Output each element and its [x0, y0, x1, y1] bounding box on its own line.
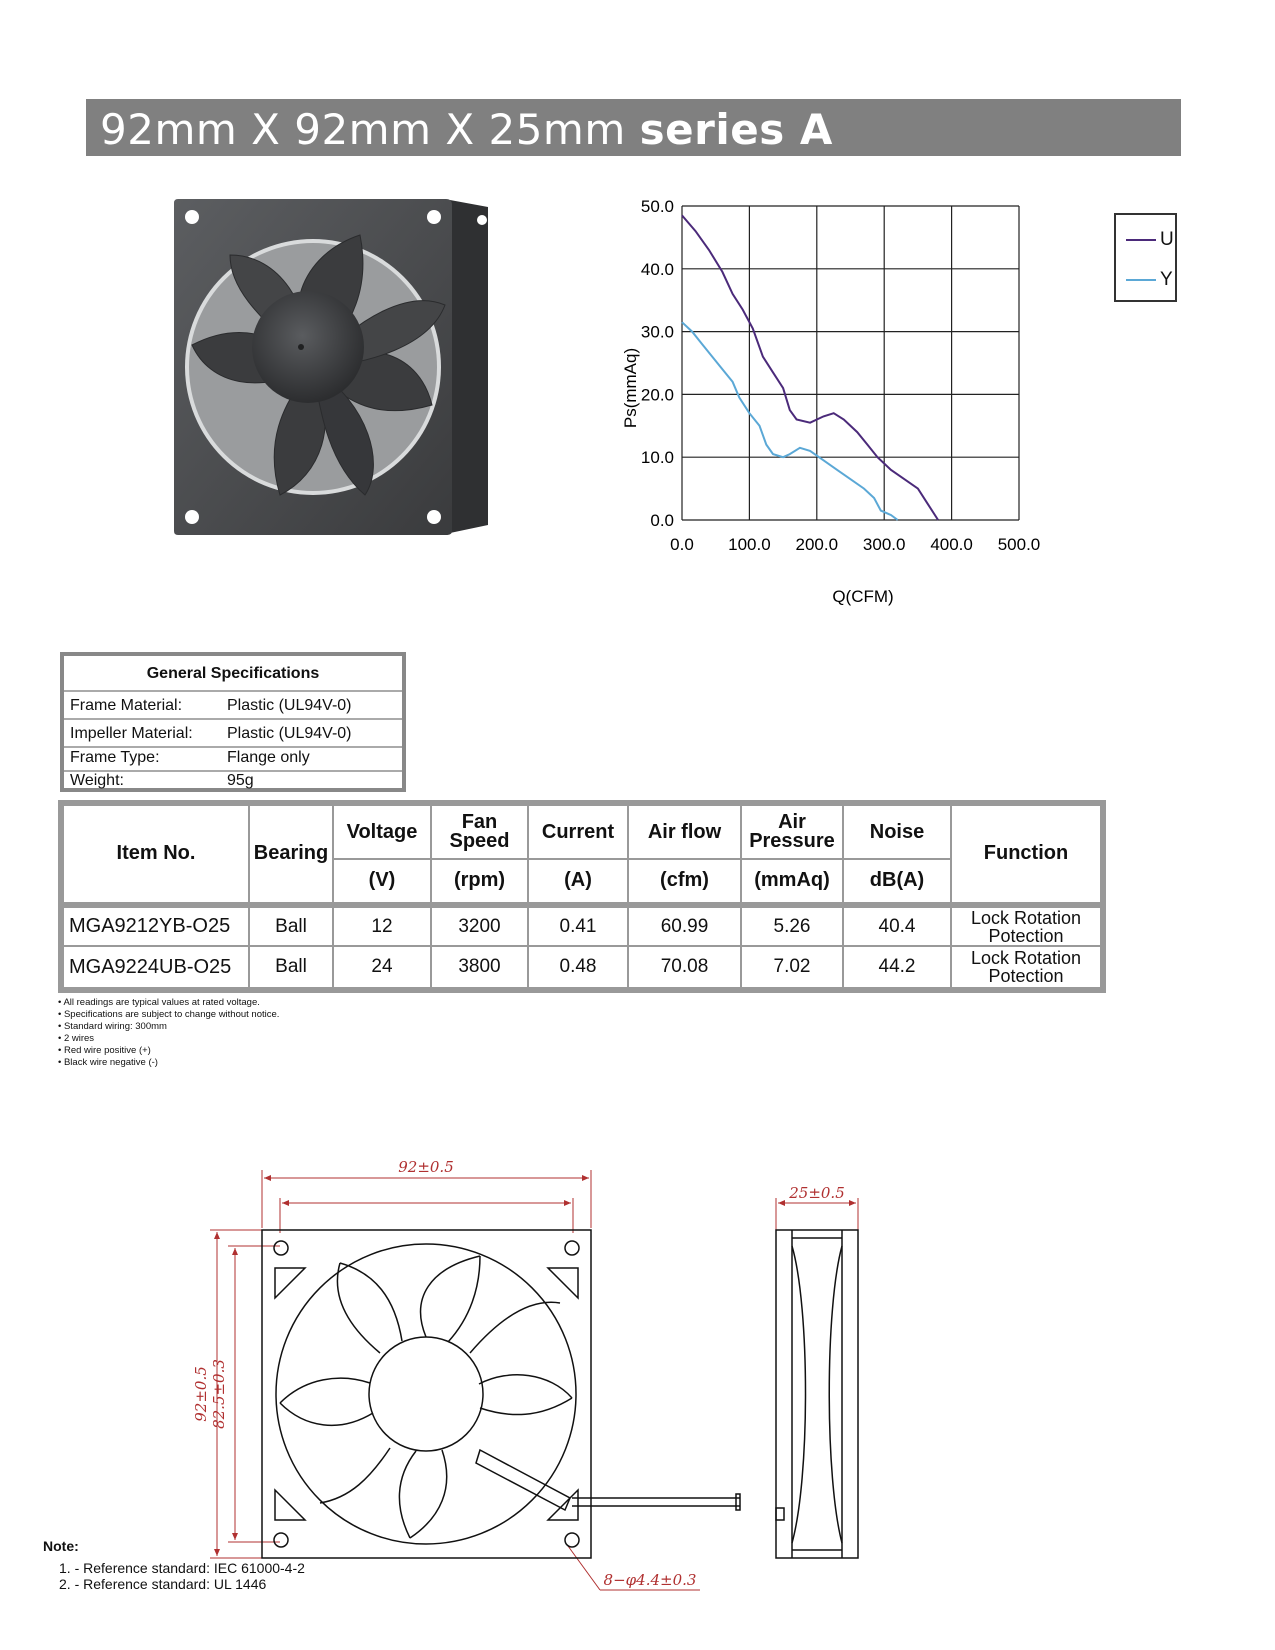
legend-swatch-u	[1126, 239, 1156, 241]
cell-item: MGA9212YB-O25	[63, 905, 249, 947]
note-item: 1. - Reference standard: IEC 61000-4-2	[59, 1560, 305, 1576]
unit-fan-speed: (rpm)	[431, 859, 528, 905]
unit-pressure: (mmAq)	[741, 859, 843, 905]
y-tick-label: 40.0	[640, 259, 674, 279]
general-specifications-table	[60, 652, 406, 792]
y-tick-label: 20.0	[640, 385, 674, 405]
table-row	[63, 946, 1101, 988]
spec-row-weight	[64, 769, 402, 793]
y-tick-label: 50.0	[640, 197, 674, 216]
y-axis-label: Ps(mmAq)	[621, 347, 640, 429]
legend-item-u	[1126, 230, 1174, 250]
col-header-voltage: Voltage	[333, 805, 431, 859]
title-bar	[86, 99, 1181, 156]
notes	[43, 1538, 305, 1592]
spec-value: Flange only	[227, 749, 310, 766]
pressure-flow-chart	[600, 190, 1080, 610]
dim-width: 92±0.5	[398, 1158, 454, 1176]
spec-label: Weight:	[70, 772, 124, 789]
fan-photo	[170, 195, 495, 540]
spec-row-impeller-material	[64, 722, 402, 748]
unit-current: (A)	[528, 859, 628, 905]
x-tick-label: 500.0	[997, 535, 1041, 554]
dimension-drawing	[180, 1158, 880, 1589]
title-series: series A	[639, 105, 833, 154]
chart-grid	[682, 206, 1019, 520]
cell-current: 0.41	[528, 905, 628, 947]
dim-height: 92±0.5	[192, 1366, 210, 1422]
x-axis-label: Q(CFM)	[832, 587, 894, 606]
notes-title: Note:	[43, 1538, 79, 1554]
footnote: • Red wire positive (+)	[58, 1045, 151, 1056]
unit-airflow: (cfm)	[628, 859, 741, 905]
col-header-noise: Noise	[843, 805, 951, 859]
cell-noise: 40.4	[843, 905, 951, 947]
cell-voltage: 24	[333, 946, 431, 988]
footnote: • Standard wiring: 300mm	[58, 1021, 167, 1032]
model-spec-table	[58, 800, 1106, 993]
footnote: • Specifications are subject to change without notice.	[58, 1009, 280, 1020]
table-row	[63, 905, 1101, 947]
unit-voltage: (V)	[333, 859, 431, 905]
spec-label: Frame Material:	[70, 697, 183, 714]
cell-item: MGA9224UB-O25	[63, 946, 249, 988]
legend-label-y: Y	[1160, 269, 1173, 290]
note-item: 2. - Reference standard: UL 1446	[59, 1576, 267, 1592]
spec-value: Plastic (UL94V-0)	[227, 697, 352, 714]
cell-pressure: 5.26	[741, 905, 843, 947]
cell-noise: 44.2	[843, 946, 951, 988]
spec-row-frame-material	[64, 694, 402, 720]
cell-airflow: 60.99	[628, 905, 741, 947]
front-view	[262, 1230, 740, 1558]
col-header-airflow: Air flow	[628, 805, 741, 859]
cell-voltage: 12	[333, 905, 431, 947]
spec-label: Frame Type:	[70, 749, 160, 766]
col-header-function: Function	[951, 805, 1101, 905]
legend-swatch-y	[1126, 279, 1156, 281]
cell-airflow: 70.08	[628, 946, 741, 988]
x-tick-label: 400.0	[930, 535, 973, 554]
cell-current: 0.48	[528, 946, 628, 988]
col-header-fan-speed: Fan Speed	[431, 805, 528, 859]
spec-value: Plastic (UL94V-0)	[227, 725, 352, 742]
legend-item-y	[1126, 270, 1173, 290]
chart-lines	[682, 215, 938, 520]
x-tick-label: 300.0	[862, 535, 906, 554]
series-line-y	[682, 322, 898, 520]
page-title	[100, 105, 833, 154]
footnote: • 2 wires	[58, 1033, 95, 1044]
cell-bearing: Ball	[249, 905, 333, 947]
side-view	[776, 1230, 858, 1558]
legend-label-u: U	[1160, 229, 1174, 250]
col-header-pressure: Air Pressure	[741, 805, 843, 859]
chart-legend	[1114, 213, 1177, 302]
footnotes	[58, 997, 279, 1069]
dim-holes: 8−φ4.4±0.3	[603, 1571, 697, 1589]
cell-function: Lock Rotation Potection	[951, 905, 1101, 947]
y-tick-label: 0.0	[650, 511, 674, 530]
general-specs-title: General Specifications	[64, 656, 402, 692]
dim-hole-spacing: 82.5±0.3	[210, 1359, 228, 1429]
cell-bearing: Ball	[249, 946, 333, 988]
spec-value: 95g	[227, 772, 254, 789]
col-header-current: Current	[528, 805, 628, 859]
col-header-item: Item No.	[63, 805, 249, 905]
unit-noise: dB(A)	[843, 859, 951, 905]
x-tick-label: 100.0	[728, 535, 771, 554]
y-tick-label: 30.0	[640, 322, 674, 342]
cell-pressure: 7.02	[741, 946, 843, 988]
footnote: • All readings are typical values at rated voltage.	[58, 997, 260, 1008]
title-dimensions: 92mm X 92mm X 25mm	[100, 105, 626, 154]
cell-function: Lock Rotation Potection	[951, 946, 1101, 988]
x-tick-label: 200.0	[795, 535, 839, 554]
x-tick-label: 0.0	[670, 535, 694, 554]
y-tick-label: 10.0	[640, 448, 674, 468]
col-header-bearing: Bearing	[249, 805, 333, 905]
footnote: • Black wire negative (-)	[58, 1057, 158, 1068]
cell-speed: 3200	[431, 905, 528, 947]
chart-ticks	[641, 197, 1040, 554]
cell-speed: 3800	[431, 946, 528, 988]
spec-label: Impeller Material:	[70, 725, 193, 742]
dim-depth: 25±0.5	[789, 1184, 845, 1202]
